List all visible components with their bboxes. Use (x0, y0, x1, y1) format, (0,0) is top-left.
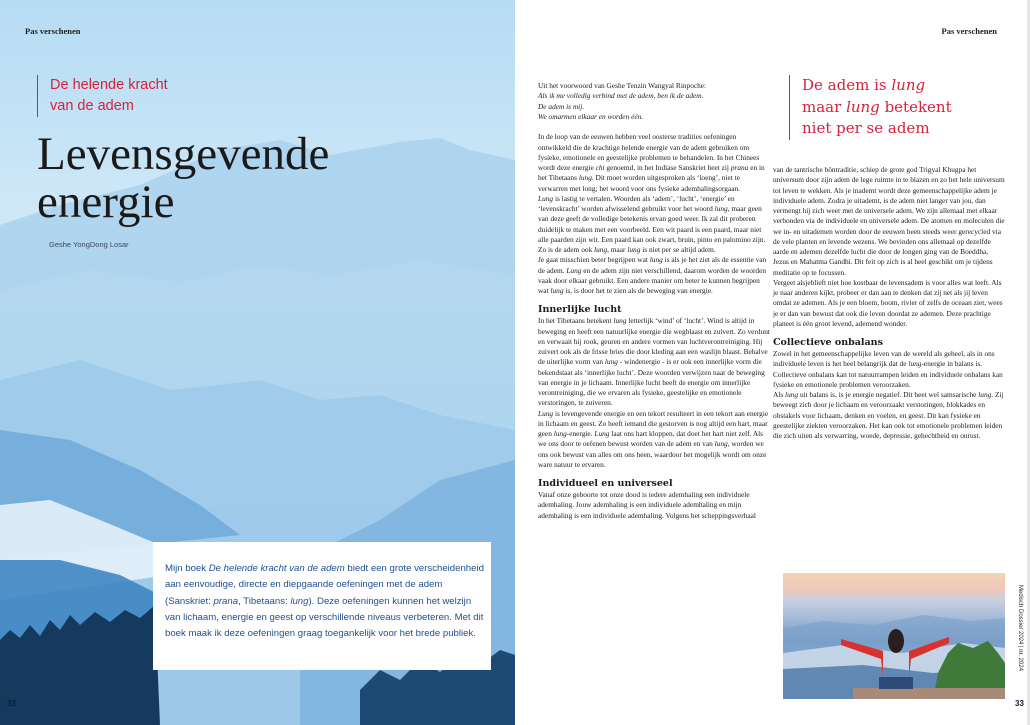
body-paragraph: Vergeet alsjeblieft niet hoe kostbaar de levensadem is voor alles wat leeft. Als je naar anderen kijkt, probeer er dan aan te denken dat zij net als jij leven omdat ze ademen. Als je een bloem, boom, rivier of zelfs de oceaan ziet, wees je er dan van bewust dat ook die leven doordat ze ademen. Deze prachtige planeet is één groot levend, ademend wonder. (773, 277, 1003, 328)
body-paragraph: Je gaat misschien beter begrijpen wat lung is als je het ziet als de essentie van de adem. Lung en de adem zijn niet verschillend, daarom worden de woorden vaak door elkaar gebruikt. Een andere manier om beter te kunnen begrijpen wat lung is, is door het te zien als de beweging van energie. (538, 255, 767, 295)
book-title: De helende kracht van de adem (208, 563, 345, 574)
book-quote-box (153, 542, 491, 670)
body-paragraph: In de loop van de eeuwen hebben veel oosterse tradities oefeningen ontwikkeld die de krachtige helende energie van de adem gebruiken om fysieke, emotionele en geestelijke problemen te behandelen. In het Chinees wordt deze energie chi genoemd, in het Indiase Sanskriet heet zij prana en in het Tibetaans lung. Dit moet worden uitgesproken als ‘loeng’, niet te verwarren met long; het woord voor ons fysieke ademhalingsorgaan. (538, 132, 765, 193)
running-head: Pas verschenen (25, 26, 81, 36)
section-kicker (37, 75, 237, 117)
page-number: 33 (1015, 699, 1024, 708)
subheading: Individueel en universeel (538, 478, 673, 489)
right-page (515, 0, 1030, 725)
book-quote-text: Mijn boek De helende kracht van de adem biedt een grote verscheidenheid aan eenvoudige, directe en diepgaande oefeningen met de adem (Sanskriet: prana, Tibetaans: lung). Deze oefeningen kunnen het welzijn van lichaam, energie en geest op verschillende niveaus verbeteren. Met dit boek maak ik deze oefeningen graag toegankelijk voor het brede publiek. (165, 563, 484, 640)
subheading: Innerlijke lucht (538, 304, 622, 316)
text-column-2 (773, 165, 1005, 441)
subheading: Collectieve onbalans (773, 337, 883, 348)
intro-quote-line: De adem is mij. (538, 101, 585, 111)
author-byline: Geshe YongDong Losar (49, 240, 129, 249)
pull-quote: De adem is lung maar lung betekent niet per se adem (789, 75, 989, 140)
text-column-1 (538, 81, 770, 521)
intro-quote-line: We omarmen elkaar en worden één. (538, 111, 644, 121)
page-number: 32 (7, 699, 16, 708)
body-paragraph: Lung is lastig te vertalen. Woorden als ‘adem’, ‘lucht’, ‘energie’ en ‘levenskracht’ worden afwisselend gebruikt voor het woord lung, maar geen van deze geeft de volledige betekenis ervan goed weer. Ik zal dit proberen duidelijk te maken met een voorbeeld. Een wit paard is een paard, maar niet alle paarden zijn wit. Een paard kan ook zwart, bruin, pinto en palomino zijn. Zo is de adem ook lung, maar lung is niet per se altijd adem. (538, 193, 766, 254)
headline-line: energie (37, 176, 175, 228)
running-head: Pas verschenen (941, 26, 997, 36)
body-paragraph: Vanaf onze geboorte tot onze dood is iedere ademhaling een individuele ademhaling. Jouw ademhaling is een individuele ademhaling en mijn ademhaling is een individuele ademhaling. Volgens het scheppingsverhaal (538, 490, 756, 520)
body-paragraph: van de tantrische böntraditie, schiep de grote god Trigyal Khugpa het universum door zijn adem de lege ruimte in te blazen en zo het hele universum tot leven te wekken. Als je inademt wordt deze gemeenschappelijke adem je individuele adem. Zodra je uitademt, is de adem niet langer van jou, dan vermengt hij zich weer met de universele adem. We zijn allemaal met elkaar verbonden via de individuele en universele adem. De atomen en moleculen die we in- en uitademen worden door de eeuwen heen steeds weer gerecycled via de vele planten en levende wezens. We bevinden ons allemaal op dezelfde aarde en ademen dezelfde lucht die door de longen ging van de Boeddha, Jezus en Mahatma Gandhi. Dit feit op zich is al heel geschikt om je tijdens meditatie op te focussen. (773, 165, 1005, 277)
intro-attribution: Uit het voorwoord van Geshe Tenzin Wangyal Rinpoche: (538, 81, 707, 90)
headline-line: Levensgevende (37, 128, 330, 180)
woman-meditating-photo (783, 573, 1005, 699)
kicker-line: De helende kracht (50, 77, 168, 93)
body-paragraph: Lung is levengevende energie en een tekort resulteert in een tekort aan energie in lichaam en geest. Zo heeft iemand die gestorven is nog altijd een hart, maar geen lung-energie. Lung laat ons hart kloppen, dat doet het hart niet zelf. Als we ons door te oefenen bewust worden van de adem en van lung, worden we ons ook bewust van alles om ons heen, waardoor het mogelijk wordt om onze ware natuur te ervaren. (538, 408, 769, 469)
kicker-line: van de adem (50, 98, 134, 114)
body-paragraph: In het Tibetaans betekent lung letterlijk ‘wind’ of ‘lucht’. Wind is altijd in beweging en heeft een natuurlijke energie die wegblaast en zuivert. Zo verdunt en verwaait hij rook, geuren en andere vormen van luchtverontreiniging. Hij zuivert ook als de frisse bries die door kleding aan een waslijn blaast. Behalve de uiterlijke vorm van lung - windenergie - is er ook een innerlijke vorm die bekendstaat als ‘innerlijke lucht’. Deze woorden verwijzen naar de beweging van energie in je lichaam. Innerlijke lucht heeft de energie om innerlijke verontreiniging, die we ervaren als fysieke, geestelijke en emotionele verstoringen, te zuiveren. (538, 316, 770, 408)
body-paragraph: Als lung uit balans is, is je energie negatief. Dit heet wel samsarische lung. Zij beweegt zich door je lichaam en veroorzaakt verstoringen, blokkades en obstakels voor lichaam, denken en voelen, en geest. Dit kan fysieke en geestelijke ziekten veroorzaken. Het kan ook tot emotionele problemen leiden die zich uiten als verwarring, woede, depressie, gehechtheid en onrust. (773, 390, 1004, 440)
article-headline (37, 130, 367, 226)
publication-footer: Medisch Dossier 2024 | nr. 2024 (1017, 585, 1023, 671)
body-paragraph: Zowel in het gemeenschappelijke leven van de wereld als geheel, als in ons individuele leven is het heel belangrijk dat de lung-energie in balans is. Collectieve onbalans kan tot natuurrampen leiden en individuele onbalans kan fysieke en emotionele problemen veroorzaken. (773, 349, 1003, 389)
intro-quote-line: Als ik me volledig verbind met de adem, ben ik de adem. (538, 91, 704, 101)
